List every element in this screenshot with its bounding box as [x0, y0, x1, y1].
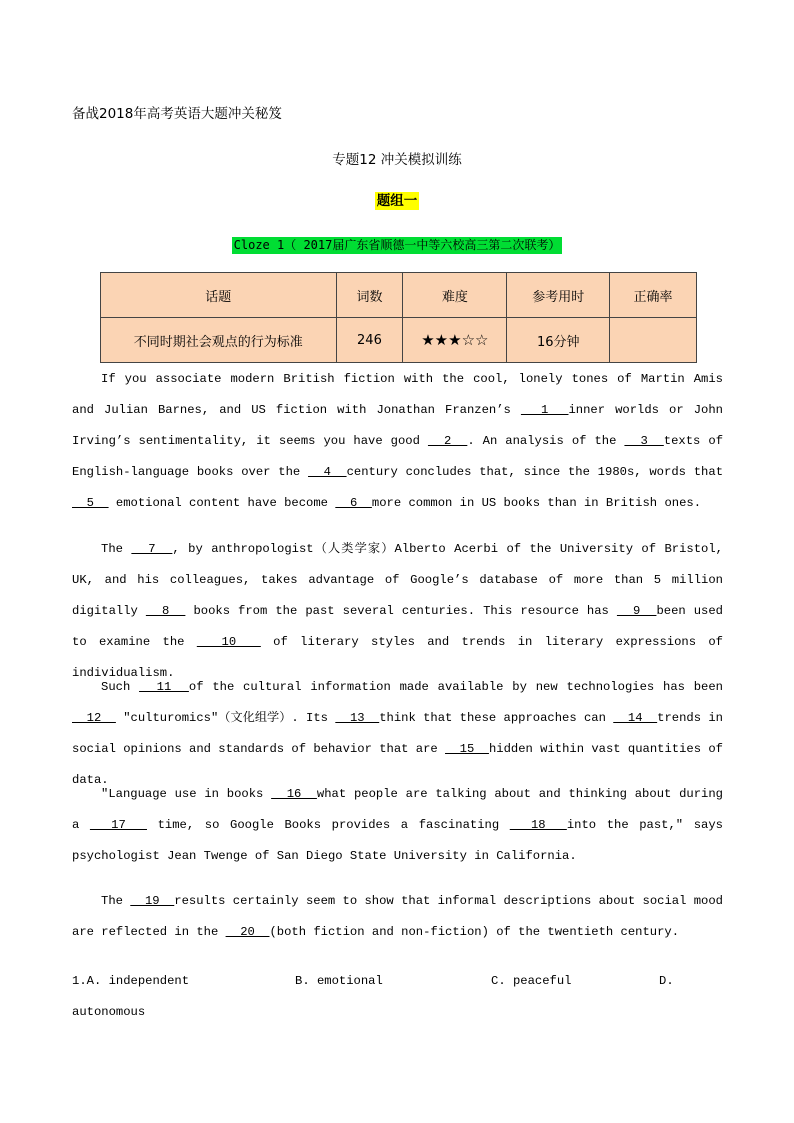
- cell-time: 16分钟: [507, 318, 610, 363]
- table-row: [101, 318, 697, 363]
- cell-word-count: 246: [336, 318, 403, 363]
- text-run: century concludes that, since the 1980s, words that: [346, 465, 724, 479]
- paragraph-4: [72, 779, 723, 872]
- text-run: results certainly seem to show that informal descriptions about social mood are reflected in the: [72, 894, 723, 939]
- text-run: , by anthropologist（人类学家）Alberto Acerbi of the University of Bristol, UK, and his colleagues, takes advantage of Google’s database of more than 5 million digitally: [72, 542, 723, 618]
- blank-2: 2: [427, 434, 468, 448]
- blank-14: 14: [613, 711, 658, 725]
- text-run: texts of English-language books over the: [72, 434, 724, 479]
- text-run: been used to examine the: [72, 604, 723, 649]
- group-heading: 题组一: [376, 193, 418, 209]
- text-run: time, so Google Books provides a fascinating: [146, 818, 510, 832]
- text-run: think that these approaches can: [379, 711, 614, 725]
- blank-3: 3: [624, 434, 664, 448]
- blank-7: 7: [131, 542, 173, 556]
- blank-5: 5: [72, 496, 109, 510]
- blank-4: 4: [308, 465, 347, 479]
- text-run: "Language use in books: [101, 787, 272, 801]
- text-run: of the cultural information made available by new technologies has been: [188, 680, 723, 694]
- text-run: Such: [101, 680, 140, 694]
- text-run: what people are talking about and thinking about during a: [72, 787, 723, 832]
- blank-18: 18: [509, 818, 567, 832]
- text-run: of literary styles and trends in literary expressions of individualism.: [72, 635, 723, 680]
- cloze-title: Cloze 1（ 2017届广东省顺德一中等六校高三第二次联考）: [233, 238, 561, 252]
- text-run: If you associate modern British fiction with the cool, lonely tones of Martin Amis and Julian Barnes, and US fiction with Jonathan Franzen’s: [72, 372, 723, 417]
- blank-17: 17: [89, 818, 147, 832]
- text-run: The: [101, 894, 131, 908]
- topic-title: 专题12 冲关模拟训练: [332, 152, 462, 168]
- info-table: [100, 272, 697, 363]
- text-run: "culturomics"（文化组学）. Its: [115, 711, 336, 725]
- text-run: trends in social opinions and standards of behavior that are: [72, 711, 723, 756]
- header-difficulty: 难度: [403, 273, 507, 318]
- text-run: . An analysis of the: [467, 434, 625, 448]
- option-b: B. emotional: [295, 974, 383, 988]
- blank-6: 6: [335, 496, 372, 510]
- text-run: more common in US books than in British ones.: [371, 496, 702, 510]
- blank-9: 9: [616, 604, 657, 618]
- option-d-text: autonomous: [72, 1005, 146, 1019]
- paragraph-text: [72, 534, 723, 689]
- paragraph-2: [72, 534, 723, 689]
- text-run: (both fiction and non-fiction) of the twentieth century.: [269, 925, 680, 939]
- cell-accuracy: [610, 318, 697, 363]
- blank-1: 1: [520, 403, 569, 417]
- header-word-count: 词数: [336, 273, 403, 318]
- blank-10: 10: [196, 635, 261, 649]
- blank-12: 12: [72, 711, 116, 725]
- paragraph-text: [72, 886, 723, 948]
- blank-16: 16: [271, 787, 317, 801]
- option-c: C. peaceful: [491, 974, 572, 988]
- paragraph-text: [72, 779, 723, 872]
- header-topic: 话题: [101, 273, 337, 318]
- paragraph-text: [72, 364, 723, 519]
- text-run: inner worlds or John Irving’s sentimentality, it seems you have good: [72, 403, 723, 448]
- paragraph-3: [72, 672, 723, 796]
- series-title: 备战2018年高考英语大题冲关秘笈: [72, 106, 282, 122]
- cell-topic: 不同时期社会观点的行为标准: [101, 318, 337, 363]
- table-header-row: [101, 273, 697, 318]
- text-run: into the past," says psychologist Jean Twenge of San Diego State University in California.: [72, 818, 723, 863]
- difficulty-stars: ★★★☆☆: [403, 318, 507, 363]
- option-d: D.: [659, 974, 674, 988]
- blank-8: 8: [145, 604, 186, 618]
- paragraph-text: [72, 672, 723, 796]
- header-time: 参考用时: [507, 273, 610, 318]
- blank-19: 19: [130, 894, 175, 908]
- text-run: books from the past several centuries. This resource has: [185, 604, 617, 618]
- paragraph-5: [72, 886, 723, 948]
- paragraph-1: [72, 364, 723, 519]
- blank-20: 20: [225, 925, 270, 939]
- blank-13: 13: [335, 711, 380, 725]
- text-run: The: [101, 542, 132, 556]
- text-run: emotional content have become: [108, 496, 336, 510]
- text-run: hidden within vast quantities of data.: [72, 742, 723, 787]
- header-accuracy: 正确率: [610, 273, 697, 318]
- blank-15: 15: [445, 742, 489, 756]
- blank-11: 11: [139, 680, 189, 694]
- option-a: 1.A. independent: [72, 974, 190, 988]
